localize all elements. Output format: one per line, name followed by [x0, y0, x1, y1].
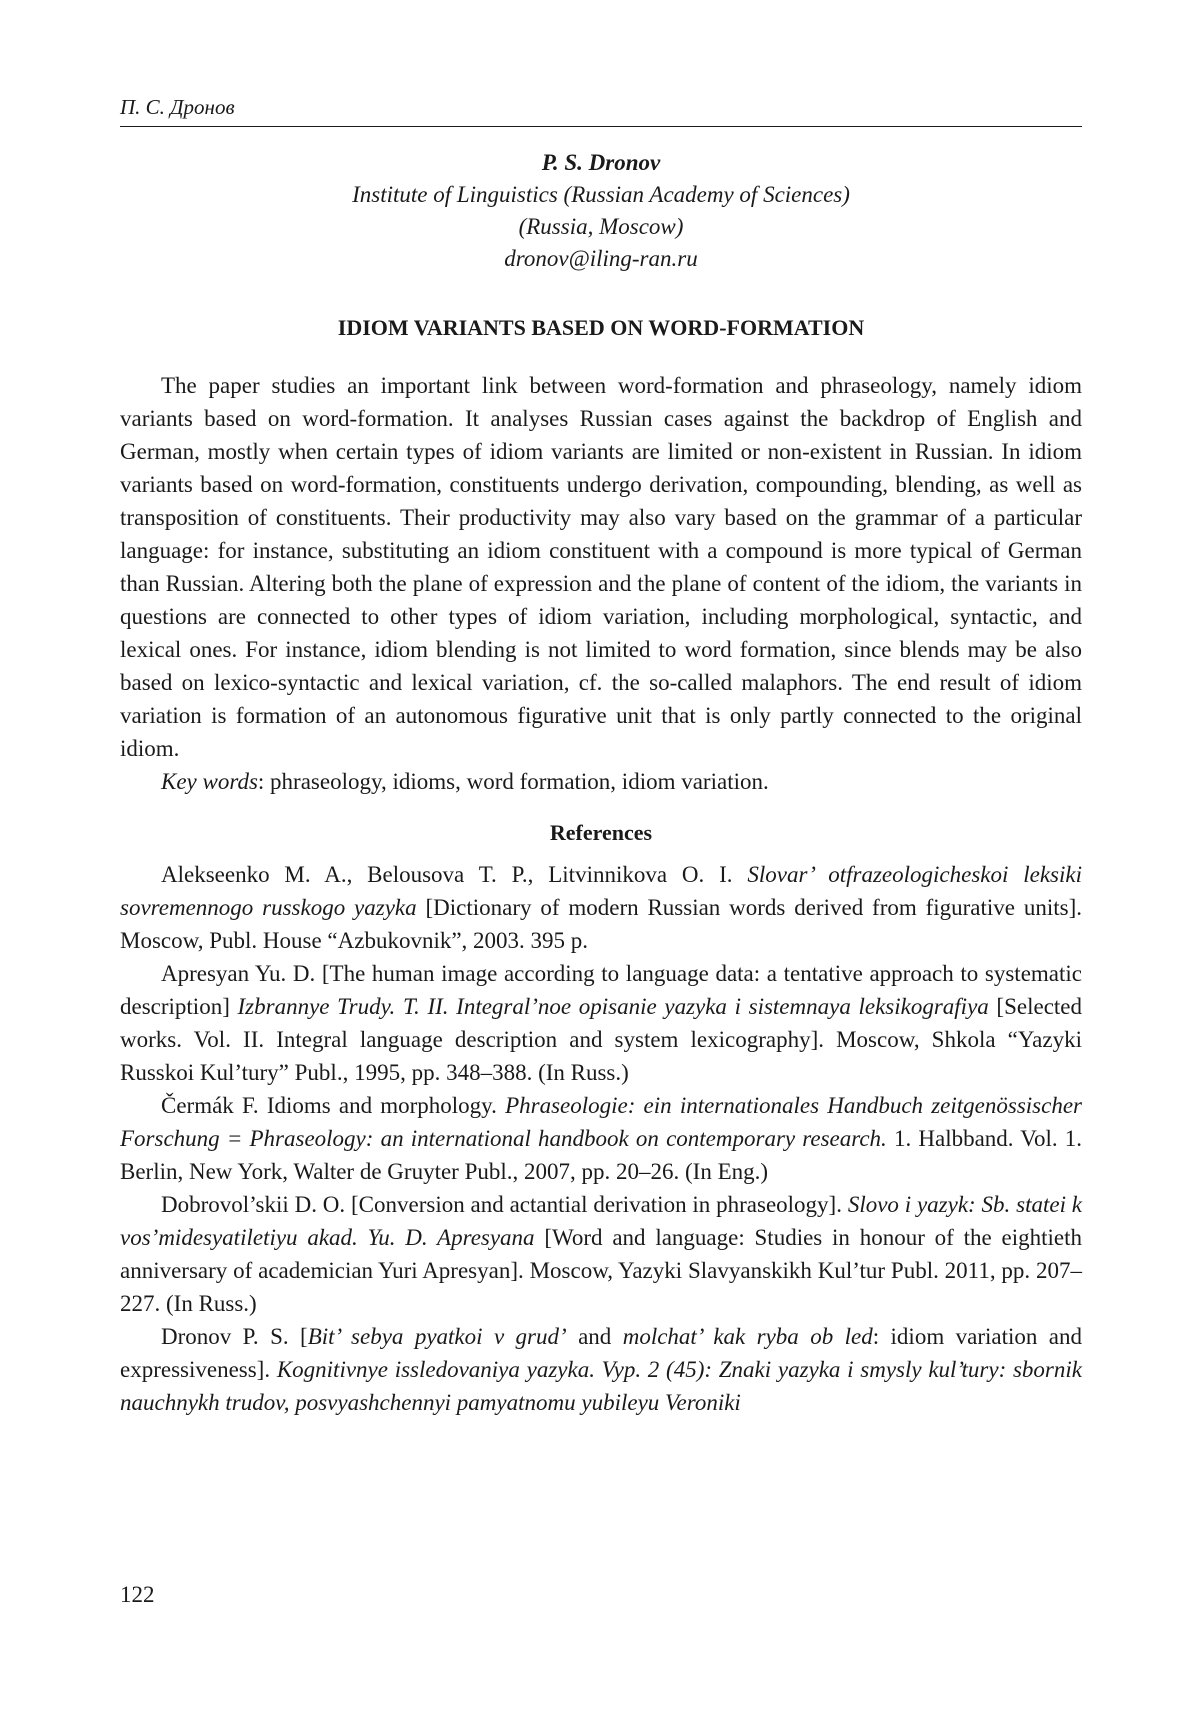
- reference-item: [120, 1320, 1082, 1419]
- references-heading: References: [549, 820, 653, 845]
- reference-text: : idiom variation and expressiveness].: [120, 1324, 1082, 1382]
- reference-text: [Dictionary of modern Russian words derived from figurative units]. Moscow, Publ. House “Azbukovnik”, 2003. 395 p.: [120, 895, 1082, 953]
- reference-title: Slovo i yazyk: Sb. statei k vos’midesyatiletiyu akad. Yu. D. Apresyana: [120, 1192, 1083, 1250]
- keywords-text: : phraseology, idioms, word formation, idiom variation.: [257, 769, 769, 794]
- reference-text: Čermák F. Idioms and morphology.: [161, 1093, 506, 1118]
- reference-title: Izbrannye Trudy. T. II. Integral’noe opisanie yazyka i sistemnaya leksikografiya: [237, 994, 989, 1019]
- reference-title: molchat’ kak ryba ob led: [622, 1324, 873, 1349]
- reference-item: [120, 957, 1082, 1089]
- reference-text: [Selected works. Vol. II. Integral language description and system lexicography]. Moscow, Shkola “Yazyki Russkoi Kul’tury” Publ., 1995, pp. 348–388. (In Russ.): [120, 994, 1082, 1085]
- reference-text: [Word and language: Studies in honour of the eightieth anniversary of academician Yuri Apresyan]. Moscow, Yazyki Slavyanskikh Kul’tur Publ. 2011, pp. 207–227. (In Russ.): [120, 1225, 1082, 1316]
- reference-text: 1. Halbband. Vol. 1. Berlin, New York, Walter de Gruyter Publ., 2007, pp. 20–26. (In Eng.): [120, 1126, 1082, 1184]
- running-head: П. С. Дронов: [120, 95, 1082, 127]
- page-number: 122: [120, 1582, 155, 1607]
- page: [120, 95, 1082, 1695]
- author-affiliation: Institute of Linguistics (Russian Academy of Sciences): [352, 182, 850, 207]
- author-location: (Russia, Moscow): [518, 214, 684, 239]
- reference-text: Dobrovol’skii D. O. [Conversion and actantial derivation in phraseology].: [161, 1192, 848, 1217]
- reference-item: [120, 1188, 1082, 1320]
- reference-title: Bit’ sebya pyatkoi v grud’: [307, 1324, 567, 1349]
- reference-text: Alekseenko M. A., Belousova T. P., Litvinnikova O. I.: [161, 862, 748, 887]
- article-title: IDIOM VARIANTS BASED ON WORD-FORMATION: [337, 315, 865, 340]
- reference-text: Apresyan Yu. D. [The human image according to language data: a tentative approach to systematic description]: [120, 961, 1082, 1019]
- abstract: The paper studies an important link between word-formation and phraseology, namely idiom variants based on word-formation. It analyses Russian cases against the backdrop of English and German, mostly when certain types of idiom variants are limited or non-existent in Russian. In idiom variants based on word-formation, constituents undergo derivation, compounding, blending, as well as transposition of constituents. Their productivity may also vary based on the grammar of a particular language: for instance, substituting an idiom constituent with a compound is more typical of German than Russian. Altering both the plane of expression and the plane of content of the idiom, the variants in questions are connected to other types of idiom variation, including morphological, syntactic, and lexical ones. For instance, idiom blending is not limited to word formation, since blends may be also based on lexico-syntactic and lexical variation, cf. the so-called malaphors. The end result of idiom variation is formation of an autonomous figurative unit that is only partly connected to the original idiom.: [120, 373, 1082, 761]
- author-name: P. S. Dronov: [541, 150, 661, 175]
- author-block: [120, 147, 1082, 275]
- reference-title: Phraseologie: ein internationales Handbuch zeitgenössischer Forschung = Phraseology: an international handbook on contemporary research.: [120, 1093, 1082, 1151]
- keywords: [120, 765, 1082, 798]
- author-email: dronov@iling-ran.ru: [504, 246, 698, 271]
- reference-title: Slovar’ otfrazeologicheskoi leksiki sovremennogo russkogo yazyka: [120, 862, 1082, 920]
- reference-text: and: [566, 1324, 623, 1349]
- reference-title: Kognitivnye issledovaniya yazyka. Vyp. 2 (45): Znaki yazyka i smysly kul’tury: sbornik nauchnykh trudov, posvyashchennyi pamyatnomu yubileyu Veroniki: [120, 1357, 1082, 1415]
- reference-item: [120, 1089, 1082, 1188]
- reference-item: [120, 858, 1082, 957]
- keywords-label: Key words: [161, 769, 258, 794]
- reference-text: Dronov P. S. [: [161, 1324, 308, 1349]
